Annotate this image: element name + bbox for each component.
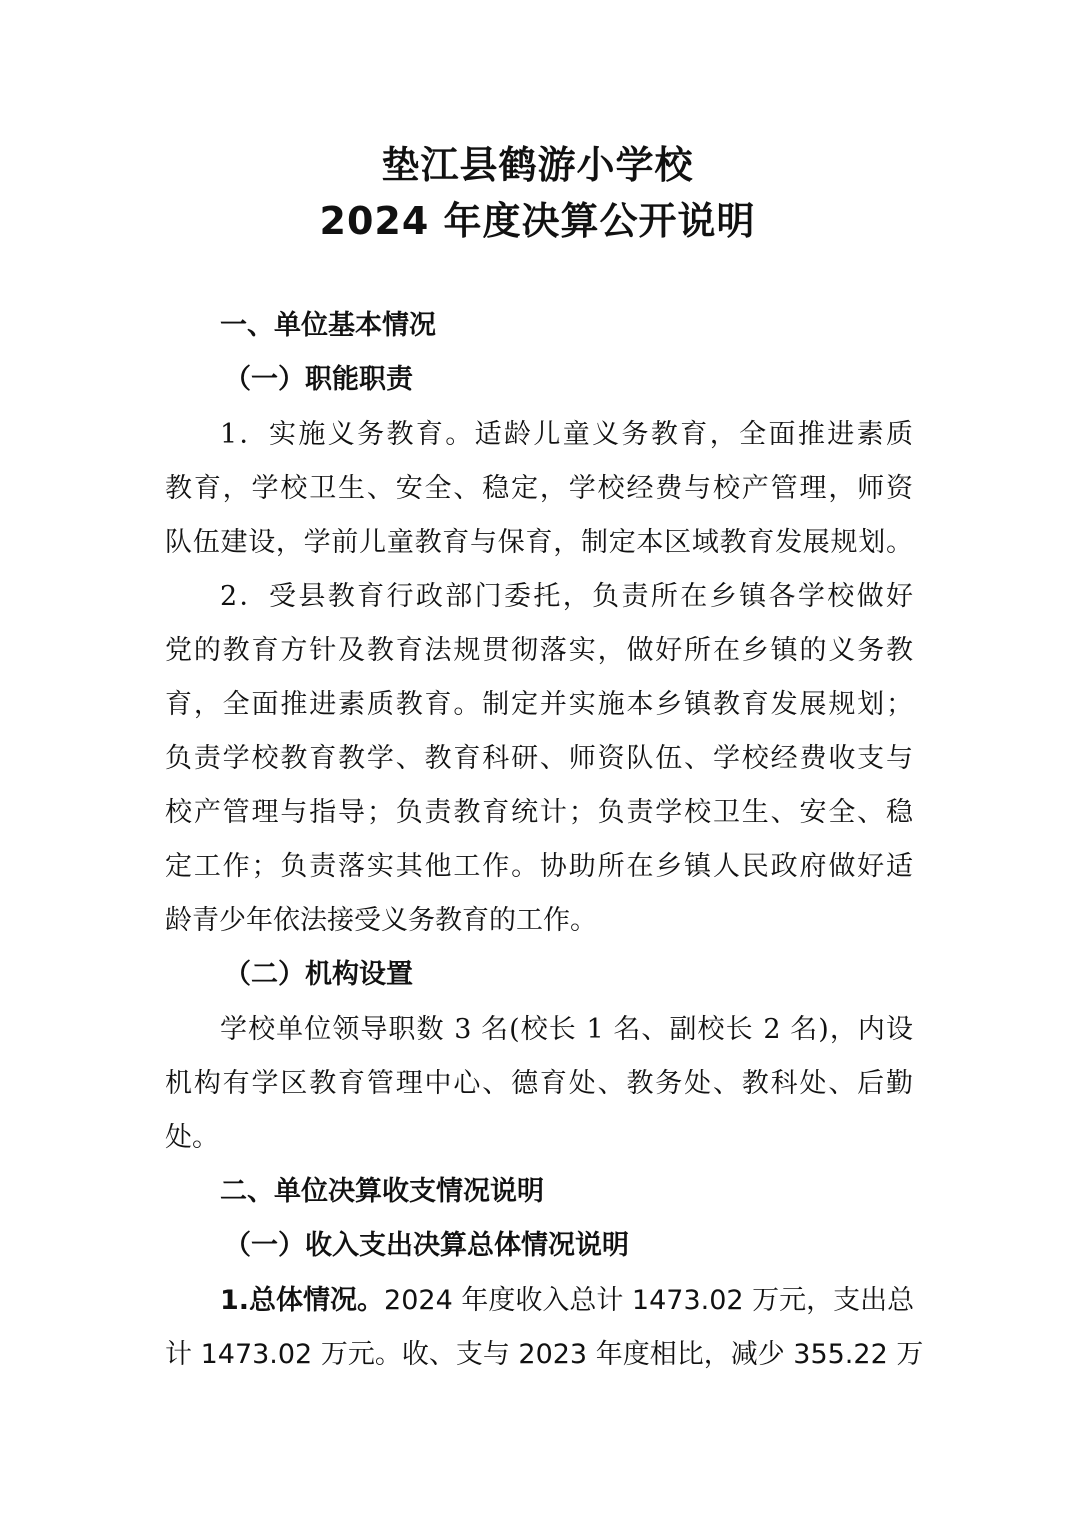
section-1-heading: 一、单位基本情况: [220, 310, 436, 341]
paragraph-line: 学校单位领导职数 3 名(校长 1 名、副校长 2 名)，内设: [220, 1014, 913, 1045]
section-1-sub-2-heading: （二）机构设置: [224, 959, 413, 990]
paragraph-line: 1．实施义务教育。适龄儿童义务教育，全面推进素质: [220, 419, 913, 450]
paragraph-line: 龄青少年依法接受义务教育的工作。: [165, 905, 597, 936]
paragraph-line: 校产管理与指导；负责教育统计；负责学校卫生、安全、稳: [165, 797, 913, 828]
paragraph-line: 育，全面推进素质教育。制定并实施本乡镇教育发展规划；: [165, 689, 913, 720]
paragraph-line: 计 1473.02 万元。收、支与 2023 年度相比，减少 355.22 万: [165, 1339, 924, 1370]
section-2-sub-1-heading: （一）收入支出决算总体情况说明: [224, 1230, 629, 1261]
paragraph-line: 处。: [165, 1122, 219, 1153]
paragraph-line: 教育，学校卫生、安全、稳定，学校经费与校产管理，师资: [165, 473, 913, 504]
paragraph-line: 队伍建设，学前儿童教育与保育，制定本区域教育发展规划。: [165, 527, 913, 558]
document-title-line-1: 垫江县鹤游小学校: [381, 143, 694, 187]
paragraph-line-with-lead: [220, 1283, 913, 1319]
document-title-line-2: 2024 年度决算公开说明: [319, 199, 756, 243]
paragraph-line: 机构有学区教育管理中心、德育处、教务处、教科处、后勤: [165, 1068, 913, 1099]
paragraph-text: 2024 年度收入总计 1473.02 万元，支出总: [384, 1285, 915, 1316]
paragraph-line: 党的教育方针及教育法规贯彻落实，做好所在乡镇的义务教: [165, 635, 913, 666]
paragraph-line: 定工作；负责落实其他工作。协助所在乡镇人民政府做好适: [165, 851, 913, 882]
paragraph-line: 2．受县教育行政部门委托，负责所在乡镇各学校做好: [220, 581, 913, 612]
section-2-heading: 二、单位决算收支情况说明: [220, 1176, 544, 1207]
section-1-sub-1-heading: （一）职能职责: [224, 364, 413, 395]
paragraph-line: 负责学校教育教学、教育科研、师资队伍、学校经费收支与: [165, 743, 913, 774]
paragraph-lead: 1.总体情况。: [220, 1285, 385, 1316]
